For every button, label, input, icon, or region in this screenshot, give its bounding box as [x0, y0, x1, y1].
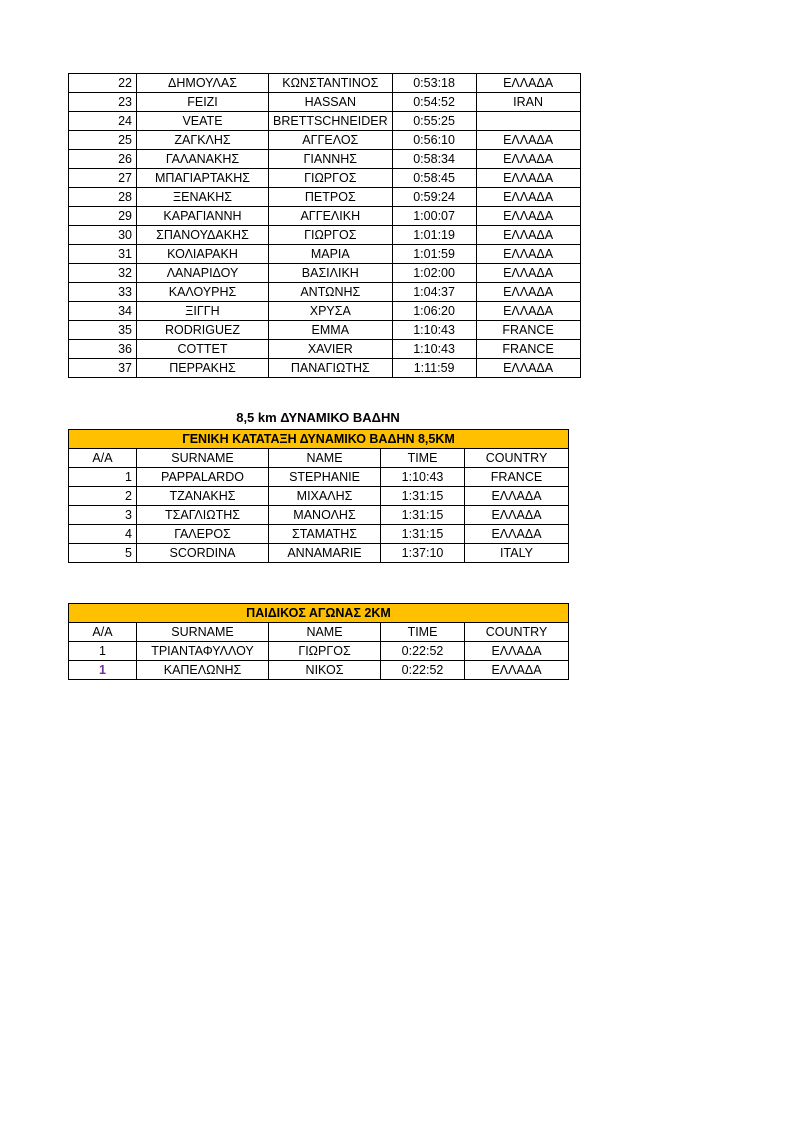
time-cell: 0:22:52 [381, 642, 465, 661]
rank-cell: 4 [69, 525, 137, 544]
time-cell: 1:02:00 [392, 264, 476, 283]
surname-cell: ΤΡΙΑΝΤΑΦΥΛΛΟΥ [137, 642, 269, 661]
time-cell: 1:04:37 [392, 283, 476, 302]
table-row [69, 226, 581, 245]
table-row [69, 264, 581, 283]
section-title-8-5km: 8,5 km ΔΥΝΑΜΙΚΟ ΒΑΔΗΝ [236, 410, 400, 425]
rank-cell: 24 [69, 112, 137, 131]
table-row [69, 468, 569, 487]
table-banner-row [69, 430, 569, 449]
name-cell: ΑΓΓΕΛΙΚΗ [269, 207, 393, 226]
name-cell: ΚΩΝΣΤΑΝΤΙΝΟΣ [269, 74, 393, 93]
name-cell: ΠΑΝΑΓΙΩΤΗΣ [269, 359, 393, 378]
name-cell: BRETTSCHNEIDER [269, 112, 393, 131]
surname-cell: ΚΑΡΑΓΙΑΝΝΗ [137, 207, 269, 226]
surname-cell: ΚΑΠΕΛΩΝΗΣ [137, 661, 269, 680]
country-cell: ΕΛΛΑΔΑ [476, 226, 580, 245]
table-row [69, 245, 581, 264]
name-cell: ΣΤΑΜΑΤΗΣ [269, 525, 381, 544]
column-header-time: TIME [381, 449, 465, 468]
country-cell: ITALY [465, 544, 569, 563]
name-cell: ΓΙΩΡΓΟΣ [269, 642, 381, 661]
country-cell: ΕΛΛΑΔΑ [476, 207, 580, 226]
table-row [69, 544, 569, 563]
table-banner-row [69, 604, 569, 623]
results-table-8-5km [68, 429, 569, 563]
column-header-name: NAME [269, 623, 381, 642]
name-cell: HASSAN [269, 93, 393, 112]
rank-cell: 36 [69, 340, 137, 359]
country-cell: ΕΛΛΑΔΑ [476, 74, 580, 93]
rank-cell: 34 [69, 302, 137, 321]
surname-cell: ΓΑΛΑΝΑΚΗΣ [137, 150, 269, 169]
table-row [69, 169, 581, 188]
country-cell: ΕΛΛΑΔΑ [476, 264, 580, 283]
country-cell: ΕΛΛΑΔΑ [476, 150, 580, 169]
name-cell: ΓΙΩΡΓΟΣ [269, 226, 393, 245]
country-cell: ΕΛΛΑΔΑ [465, 642, 569, 661]
name-cell: ΑΝΤΩΝΗΣ [269, 283, 393, 302]
rank-cell: 27 [69, 169, 137, 188]
results-table-kids-2km [68, 603, 569, 680]
country-cell: ΕΛΛΑΔΑ [476, 359, 580, 378]
country-cell: ΕΛΛΑΔΑ [476, 302, 580, 321]
table-row [69, 150, 581, 169]
rank-cell: 29 [69, 207, 137, 226]
time-cell: 0:55:25 [392, 112, 476, 131]
rank-cell: 23 [69, 93, 137, 112]
surname-cell: ΚΑΛΟΥΡΗΣ [137, 283, 269, 302]
table-header-row [69, 449, 569, 468]
rank-cell: 22 [69, 74, 137, 93]
country-cell: FRANCE [476, 340, 580, 359]
column-header-aa: Α/Α [69, 623, 137, 642]
rank-cell: 26 [69, 150, 137, 169]
surname-cell: ΠΕΡΡΑΚΗΣ [137, 359, 269, 378]
table-row [69, 302, 581, 321]
time-cell: 1:31:15 [381, 506, 465, 525]
table-row [69, 359, 581, 378]
surname-cell: RODRIGUEZ [137, 321, 269, 340]
table-row [69, 93, 581, 112]
surname-cell: ΤΖΑΝΑΚΗΣ [137, 487, 269, 506]
name-cell: ANNAMARIE [269, 544, 381, 563]
column-header-surname: SURNAME [137, 449, 269, 468]
surname-cell: VEATE [137, 112, 269, 131]
table-header-row [69, 623, 569, 642]
table-row [69, 321, 581, 340]
table-row [69, 112, 581, 131]
name-cell: ΝΙΚΟΣ [269, 661, 381, 680]
table-row [69, 131, 581, 150]
country-cell: IRAN [476, 93, 580, 112]
table-row [69, 74, 581, 93]
country-cell: ΕΛΛΑΔΑ [465, 506, 569, 525]
rank-cell: 37 [69, 359, 137, 378]
table-row [69, 188, 581, 207]
surname-cell: ΖΑΓΚΛΗΣ [137, 131, 269, 150]
time-cell: 1:01:59 [392, 245, 476, 264]
table-row [69, 340, 581, 359]
time-cell: 0:58:34 [392, 150, 476, 169]
country-cell: ΕΛΛΑΔΑ [465, 525, 569, 544]
rank-cell: 33 [69, 283, 137, 302]
name-cell: ΧΡΥΣΑ [269, 302, 393, 321]
country-cell: ΕΛΛΑΔΑ [476, 188, 580, 207]
column-header-surname: SURNAME [137, 623, 269, 642]
name-cell: ΒΑΣΙΛΙΚΗ [269, 264, 393, 283]
surname-cell: ΞΕΝΑΚΗΣ [137, 188, 269, 207]
rank-cell: 1 [69, 661, 137, 680]
name-cell: ΓΙΩΡΓΟΣ [269, 169, 393, 188]
name-cell: EMMA [269, 321, 393, 340]
name-cell: ΠΕΤΡΟΣ [269, 188, 393, 207]
country-cell: ΕΛΛΑΔΑ [476, 131, 580, 150]
table-row [69, 525, 569, 544]
time-cell: 1:10:43 [392, 321, 476, 340]
name-cell: STEPHANIE [269, 468, 381, 487]
rank-cell: 32 [69, 264, 137, 283]
column-header-country: COUNTRY [465, 623, 569, 642]
table-row [69, 661, 569, 680]
time-cell: 0:56:10 [392, 131, 476, 150]
country-cell: FRANCE [465, 468, 569, 487]
surname-cell: FEIZI [137, 93, 269, 112]
rank-cell: 2 [69, 487, 137, 506]
country-cell: FRANCE [476, 321, 580, 340]
rank-cell: 35 [69, 321, 137, 340]
column-header-country: COUNTRY [465, 449, 569, 468]
rank-cell: 1 [69, 468, 137, 487]
table-row [69, 506, 569, 525]
time-cell: 0:53:18 [392, 74, 476, 93]
time-cell: 1:01:19 [392, 226, 476, 245]
surname-cell: PAPPALARDO [137, 468, 269, 487]
column-header-time: TIME [381, 623, 465, 642]
surname-cell: ΔΗΜΟΥΛΑΣ [137, 74, 269, 93]
table-banner: ΓΕΝΙΚΗ ΚΑΤΑΤΑΞΗ ΔΥΝΑΜΙΚΟ ΒΑΔΗΝ 8,5ΚΜ [69, 430, 569, 449]
time-cell: 0:22:52 [381, 661, 465, 680]
name-cell: XAVIER [269, 340, 393, 359]
country-cell: ΕΛΛΑΔΑ [476, 245, 580, 264]
surname-cell: ΞΙΓΓΗ [137, 302, 269, 321]
column-header-name: NAME [269, 449, 381, 468]
time-cell: 1:00:07 [392, 207, 476, 226]
table-banner: ΠΑΙΔΙΚΟΣ ΑΓΩΝΑΣ 2ΚΜ [69, 604, 569, 623]
name-cell: ΜΙΧΑΛΗΣ [269, 487, 381, 506]
surname-cell: ΓΑΛΕΡΟΣ [137, 525, 269, 544]
surname-cell: COTTET [137, 340, 269, 359]
country-cell [476, 112, 580, 131]
results-table-continued [68, 73, 581, 378]
country-cell: ΕΛΛΑΔΑ [476, 169, 580, 188]
table-row [69, 487, 569, 506]
name-cell: ΑΓΓΕΛΟΣ [269, 131, 393, 150]
time-cell: 1:37:10 [381, 544, 465, 563]
name-cell: ΜΑΡΙΑ [269, 245, 393, 264]
time-cell: 1:06:20 [392, 302, 476, 321]
rank-cell: 28 [69, 188, 137, 207]
time-cell: 1:31:15 [381, 487, 465, 506]
country-cell: ΕΛΛΑΔΑ [465, 661, 569, 680]
rank-cell: 31 [69, 245, 137, 264]
surname-cell: ΣΠΑΝΟΥΔΑΚΗΣ [137, 226, 269, 245]
surname-cell: SCORDINA [137, 544, 269, 563]
time-cell: 1:31:15 [381, 525, 465, 544]
rank-cell: 30 [69, 226, 137, 245]
time-cell: 0:59:24 [392, 188, 476, 207]
time-cell: 0:58:45 [392, 169, 476, 188]
column-header-aa: Α/Α [69, 449, 137, 468]
time-cell: 1:11:59 [392, 359, 476, 378]
country-cell: ΕΛΛΑΔΑ [476, 283, 580, 302]
rank-cell: 25 [69, 131, 137, 150]
table-row [69, 207, 581, 226]
rank-cell: 1 [69, 642, 137, 661]
time-cell: 1:10:43 [381, 468, 465, 487]
name-cell: ΜΑΝΟΛΗΣ [269, 506, 381, 525]
rank-cell: 3 [69, 506, 137, 525]
table-row [69, 642, 569, 661]
surname-cell: ΤΣΑΓΛΙΩΤΗΣ [137, 506, 269, 525]
surname-cell: ΜΠΑΓΙΑΡΤΑΚΗΣ [137, 169, 269, 188]
country-cell: ΕΛΛΑΔΑ [465, 487, 569, 506]
time-cell: 0:54:52 [392, 93, 476, 112]
table-row [69, 283, 581, 302]
rank-cell: 5 [69, 544, 137, 563]
time-cell: 1:10:43 [392, 340, 476, 359]
name-cell: ΓΙΑΝΝΗΣ [269, 150, 393, 169]
surname-cell: ΛΑΝΑΡΙΔΟΥ [137, 264, 269, 283]
surname-cell: ΚΟΛΙΑΡΑΚΗ [137, 245, 269, 264]
